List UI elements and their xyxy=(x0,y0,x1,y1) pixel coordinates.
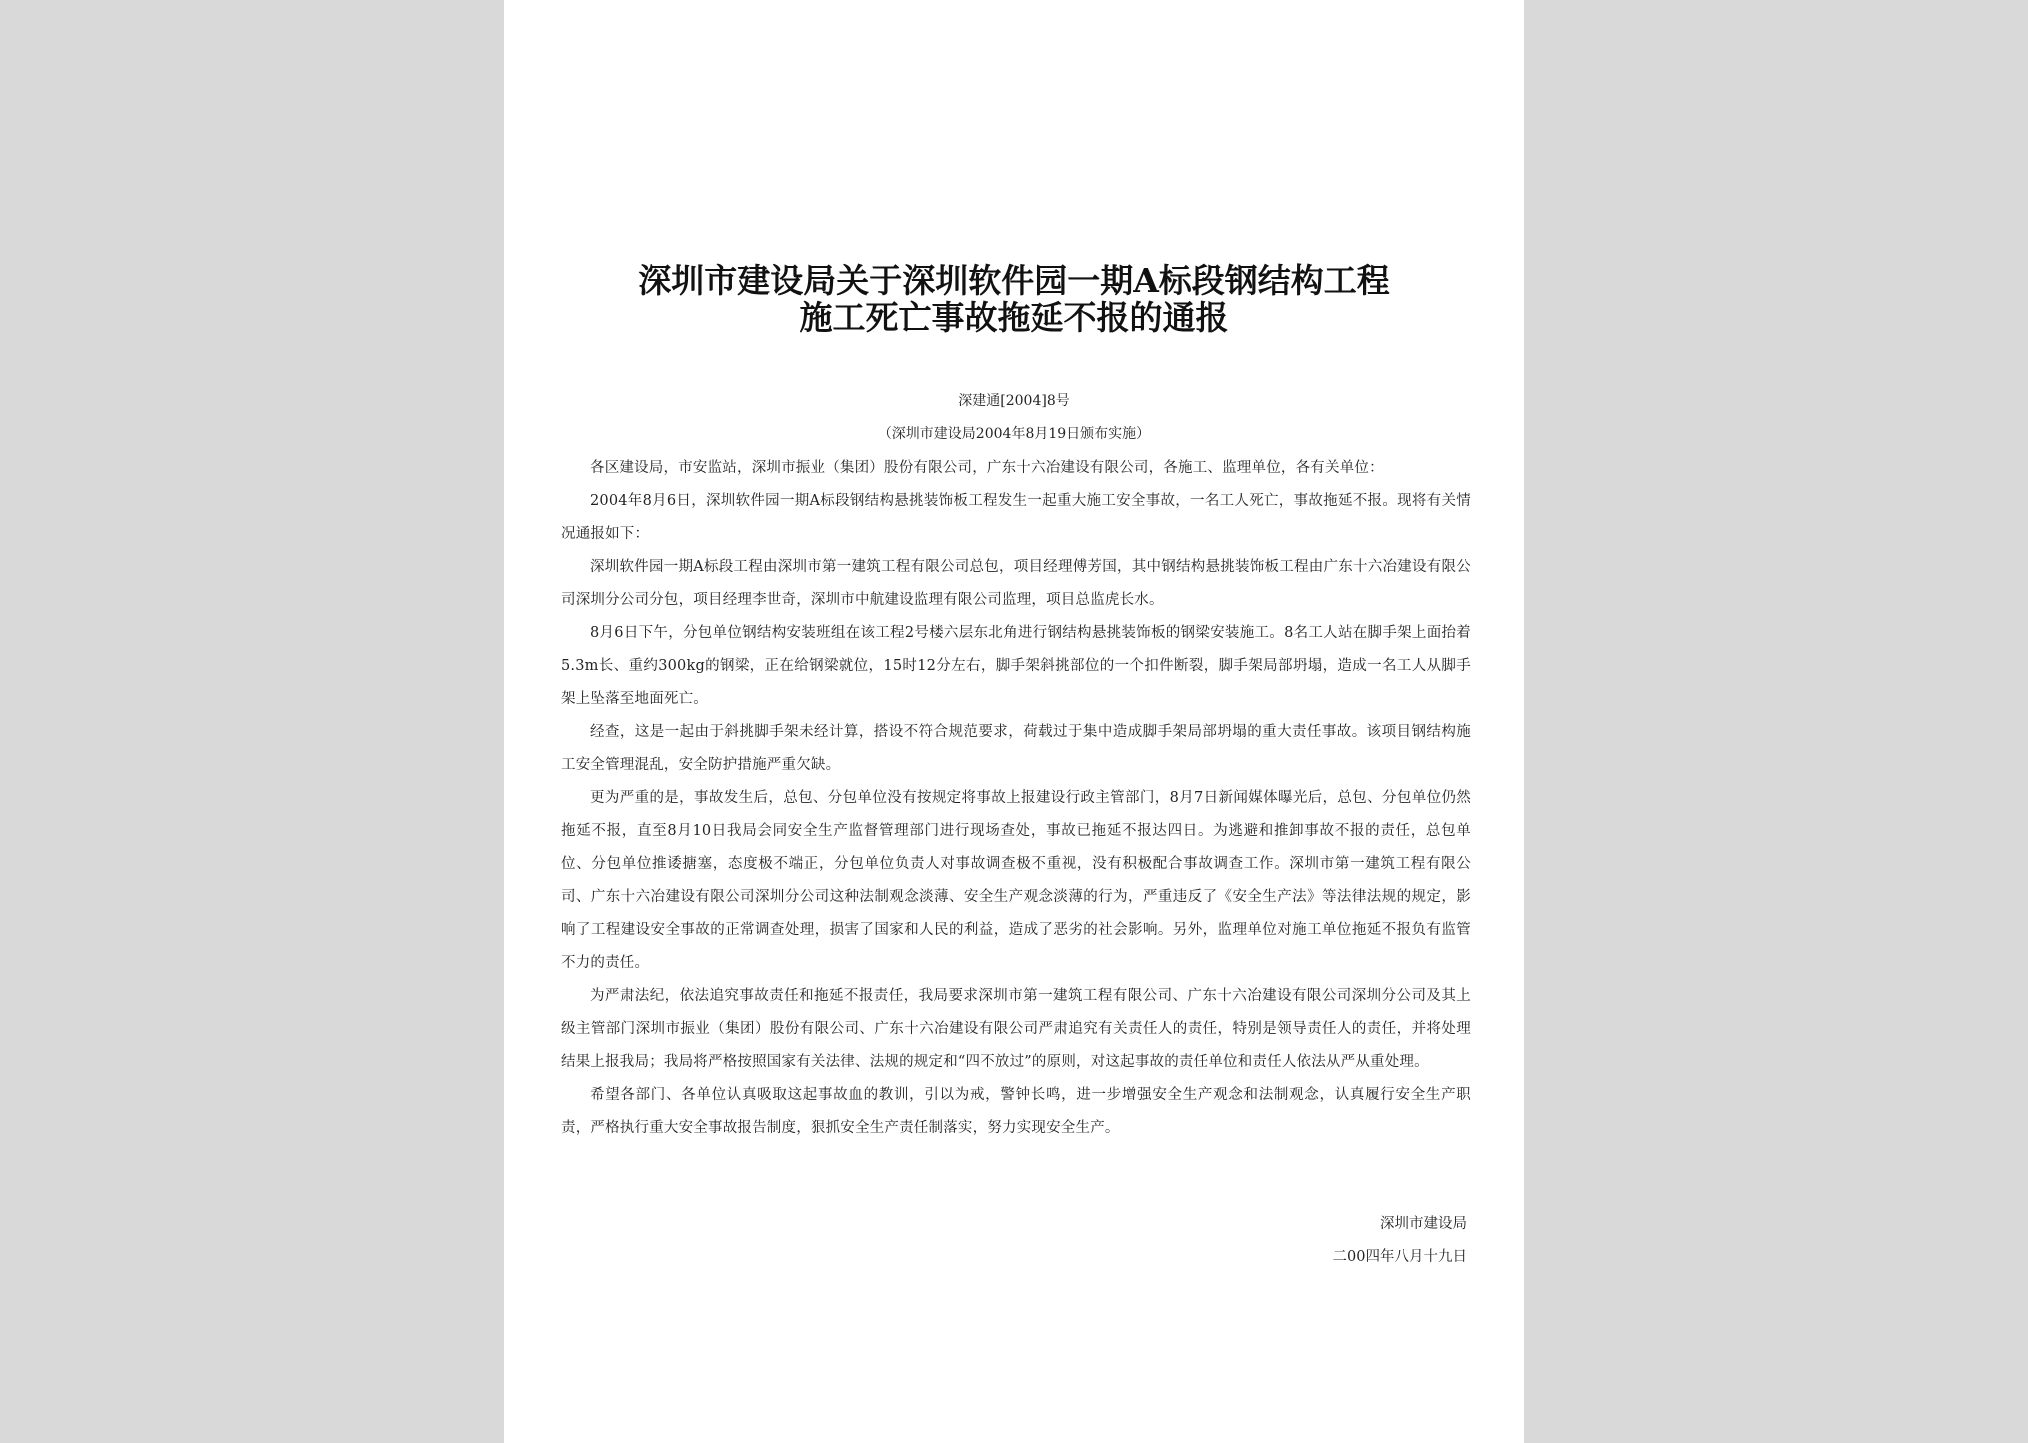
body-paragraph: 深圳软件园一期A标段工程由深圳市第一建筑工程有限公司总包，项目经理傅芳国，其中钢结构悬挑装饰板工程由广东十六冶建设有限公司深圳分公司分包，项目经理李世奇，深圳市中航建设监理有限公司监理，项目总监虎长水。 xyxy=(561,559,1471,608)
body-paragraph: 2004年8月6日，深圳软件园一期A标段钢结构悬挑装饰板工程发生一起重大施工安全事故，一名工人死亡，事故拖延不报。现将有关情况通报如下： xyxy=(561,493,1471,542)
issue-note: （深圳市建设局2004年8月19日颁布实施） xyxy=(877,426,1151,442)
document-title-line2: 施工死亡事故拖延不报的通报 xyxy=(799,298,1229,337)
body-paragraph: 为严肃法纪，依法追究事故责任和拖延不报责任，我局要求深圳市第一建筑工程有限公司、广东十六冶建设有限公司深圳分公司及其上级主管部门深圳市振业（集团）股份有限公司、广东十六冶建设有限公司严肃追究有关责任人的责任，特别是领导责任人的责任，并将处理结果上报我局；我局将严格按照国家有关法律、法规的规定和“四不放过”的原则，对这起事故的责任单位和责任人依法从严从重处理。 xyxy=(561,988,1471,1070)
signature-date: 二00四年八月十九日 xyxy=(1332,1249,1467,1265)
body-paragraph: 更为严重的是，事故发生后，总包、分包单位没有按规定将事故上报建设行政主管部门，8月7日新闻媒体曝光后，总包、分包单位仍然拖延不报，直至8月10日我局会同安全生产监督管理部门进行现场查处，事故已拖延不报达四日。为逃避和推卸事故不报的责任，总包单位、分包单位推诿搪塞，态度极不端正，分包单位负责人对事故调查极不重视，没有积极配合事故调查工作。深圳市第一建筑工程有限公司、广东十六冶建设有限公司深圳分公司这种法制观念淡薄、安全生产观念淡薄的行为，严重违反了《安全生产法》等法律法规的规定，影响了工程建设安全事故的正常调查处理，损害了国家和人民的利益，造成了恶劣的社会影响。另外，监理单位对施工单位拖延不报负有监管不力的责任。 xyxy=(561,790,1471,971)
signature-organization: 深圳市建设局 xyxy=(1380,1216,1467,1232)
addressee-paragraph: 各区建设局，市安监站，深圳市振业（集团）股份有限公司，广东十六冶建设有限公司，各施工、监理单位，各有关单位： xyxy=(590,460,1384,476)
document-body xyxy=(561,452,1471,1145)
body-paragraph: 经查，这是一起由于斜挑脚手架未经计算，搭设不符合规范要求，荷载过于集中造成脚手架局部坍塌的重大责任事故。该项目钢结构施工安全管理混乱，安全防护措施严重欠缺。 xyxy=(561,724,1471,773)
body-paragraph: 8月6日下午，分包单位钢结构安装班组在该工程2号楼六层东北角进行钢结构悬挑装饰板的钢梁安装施工。8名工人站在脚手架上面抬着5.3m长、重约300kg的钢梁，正在给钢梁就位，15时12分左右，脚手架斜挑部位的一个扣件断裂，脚手架局部坍塌，造成一名工人从脚手架上坠落至地面死亡。 xyxy=(561,625,1471,707)
document-title-line1: 深圳市建设局关于深圳软件园一期A标段钢结构工程 xyxy=(638,261,1390,300)
body-paragraph: 希望各部门、各单位认真吸取这起事故血的教训，引以为戒，警钟长鸣，进一步增强安全生产观念和法制观念，认真履行安全生产职责，严格执行重大安全事故报告制度，狠抓安全生产责任制落实，努力实现安全生产。 xyxy=(561,1087,1471,1136)
document-number: 深建通[2004]8号 xyxy=(958,393,1070,409)
document-page xyxy=(504,0,1524,1443)
